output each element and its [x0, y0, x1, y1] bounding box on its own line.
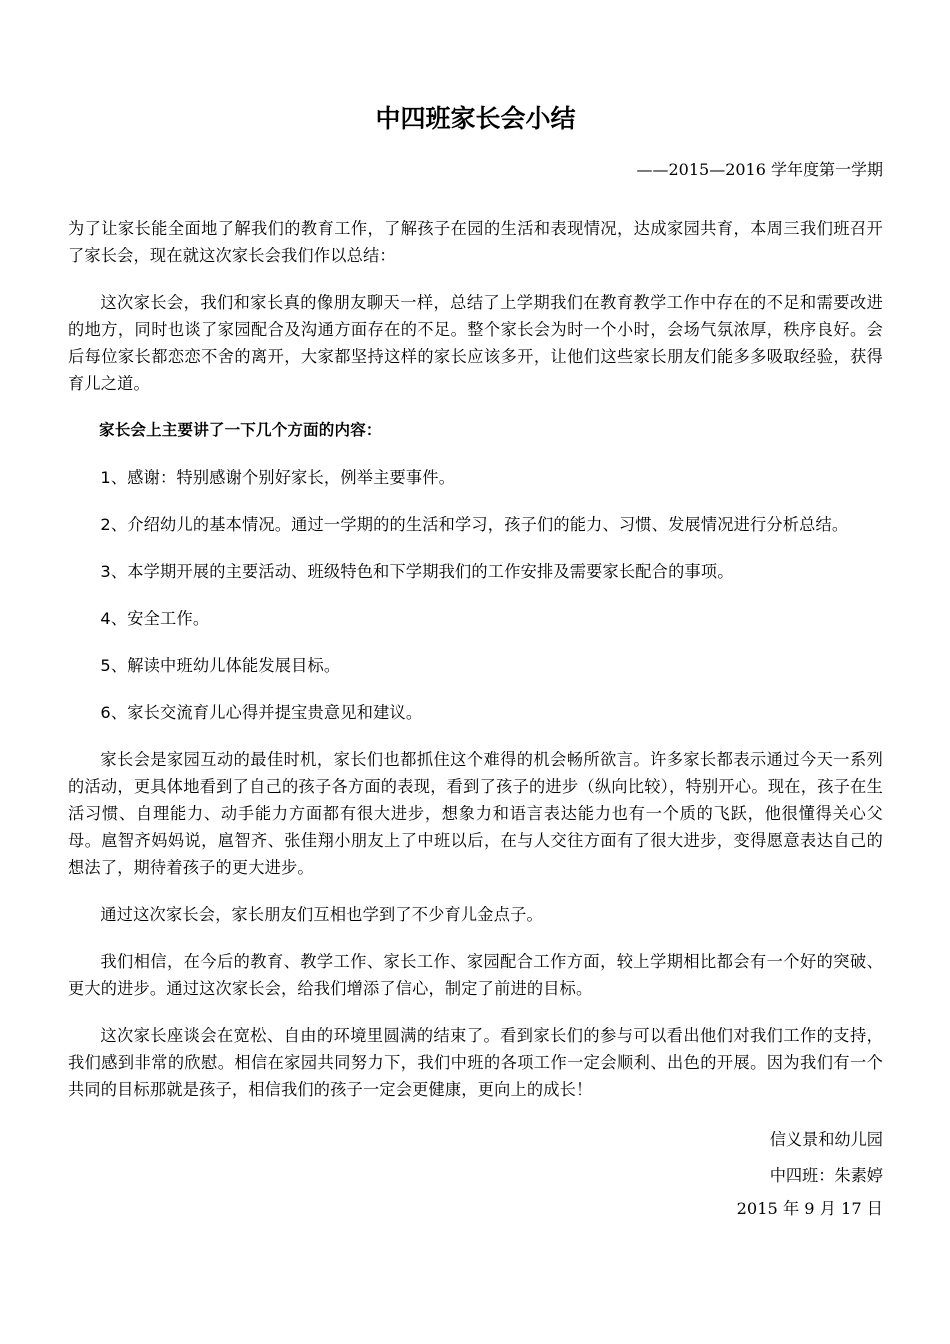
document-page: [68, 0, 883, 1344]
list-item: [68, 464, 883, 491]
list-item-number: 1: [100, 468, 111, 487]
list-item-text: 、感谢：特别感谢个别好家长，例举主要事件。: [110, 468, 456, 487]
paragraph-interaction: 家长会是家园互动的最佳时机，家长们也都抓住这个难得的机会畅所欲言。许多家长都表示通过今天一系列的活动，更具体地看到了自己的孩子各方面的表现，看到了孩子的进步（纵向比较），特别开心。现在，孩子在生活习惯、自理能力、动手能力方面都有很大进步，想象力和语言表达能力也有一个质的飞跃，他很懂得关心父母。扈智齐妈妈说，扈智齐、张佳翔小朋友上了中班以后，在与人交往方面有了很大进步，变得愿意表达自己的想法了，期待着孩子的更大进步。: [68, 750, 883, 877]
list-item: [68, 558, 883, 585]
list-item-text: 、安全工作。: [110, 609, 210, 628]
signature-date: 2015 年 9 月 17 日: [736, 1199, 883, 1218]
list-item-text: 、本学期开展的主要活动、班级特色和下学期我们的工作安排及需要家长配合的事项。: [110, 562, 734, 581]
signature-school: 信义景和幼儿园: [769, 1130, 883, 1149]
list-item-text: 、解读中班幼儿体能发展目标。: [110, 656, 341, 675]
list-item-number: 4: [100, 609, 111, 628]
document-body: [68, 215, 883, 1123]
list-item-number: 3: [100, 562, 111, 581]
list-item: [68, 652, 883, 679]
paragraph-conclusion: 这次家长座谈会在宽松、自由的环境里圆满的结束了。看到家长们的参与可以看出他们对我们工作的支持，我们感到非常的欣慰。相信在家园共同努力下，我们中班的各项工作一定会顺利、出色的开展。因为我们有一个共同的目标那就是孩子，相信我们的孩子一定会更健康，更向上的成长！: [68, 1026, 883, 1099]
list-item-text: 、介绍幼儿的基本情况。通过一学期的的生活和学习，孩子们的能力、习惯、发展情况进行分析总结。: [110, 515, 849, 534]
list-item: [68, 511, 883, 538]
list-item-text: 、家长交流育儿心得并提宝贵意见和建议。: [110, 703, 423, 722]
section-heading: 家长会上主要讲了一下几个方面的内容：: [99, 421, 382, 439]
paragraph-tips: 通过这次家长会，家长朋友们互相也学到了不少育儿金点子。: [100, 905, 543, 924]
paragraph-summary: 这次家长会，我们和家长真的像朋友聊天一样，总结了上学期我们在教育教学工作中存在的不足和需要改进的地方，同时也谈了家园配合及沟通方面存在的不足。整个家长会为时一个小时，会场气氛浓厚，秩序良好。会后每位家长都恋恋不舍的离开，大家都坚持这样的家长应该多开，让他们这些家长朋友们能多多吸取经验，获得育儿之道。: [68, 293, 883, 393]
document-title: 中四班家长会小结: [375, 104, 576, 133]
signature-author: 中四班：朱素婷: [769, 1166, 883, 1185]
paragraph-belief: 我们相信，在今后的教育、教学工作、家长工作、家园配合工作方面，较上学期相比都会有一个好的突破、更大的进步。通过这次家长会，给我们增添了信心，制定了前进的目标。: [68, 952, 883, 998]
document-subtitle: ——2015—2016 学年度第一学期: [636, 160, 883, 179]
list-item-number: 6: [100, 703, 111, 722]
list-item-number: 5: [100, 656, 111, 675]
list-item-number: 2: [100, 515, 111, 534]
list-item: [68, 699, 883, 726]
intro-paragraph: 为了让家长能全面地了解我们的教育工作，了解孩子在园的生活和表现情况，达成家园共育，本周三我们班召开了家长会，现在就这次家长会我们作以总结：: [68, 219, 883, 265]
list-item: [68, 605, 883, 632]
